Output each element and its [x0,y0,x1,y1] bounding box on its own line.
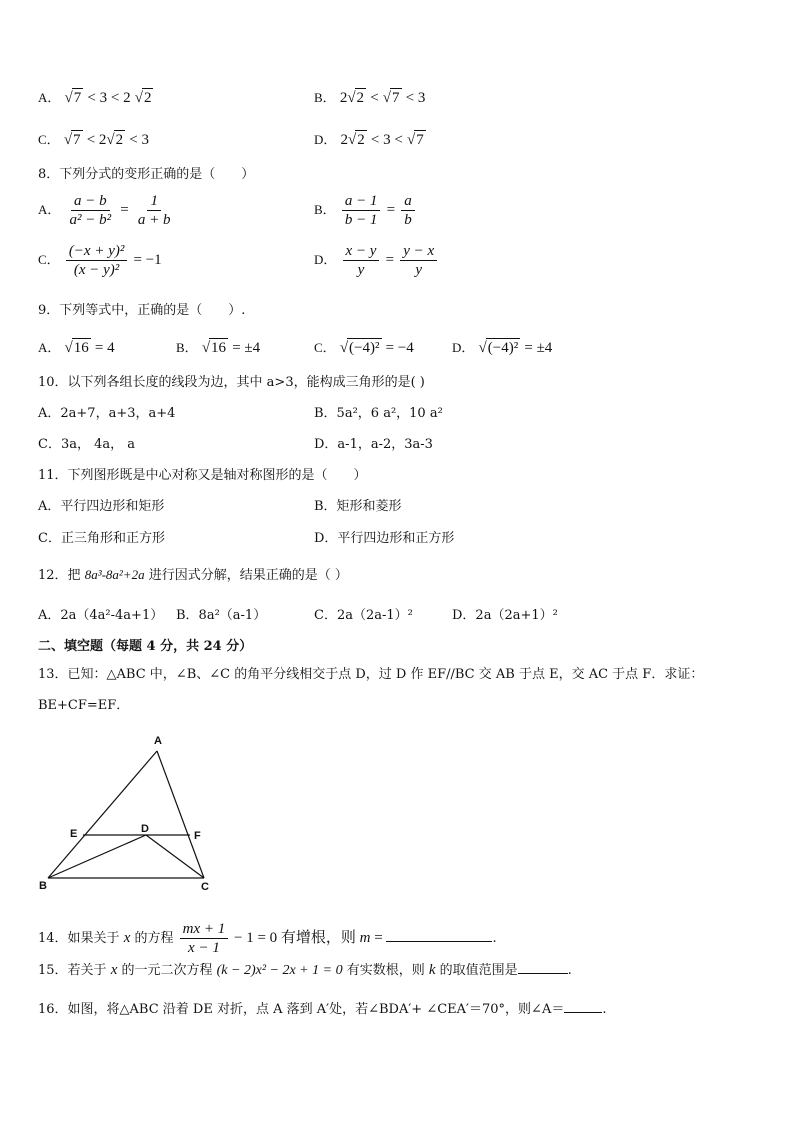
q13-line1: 13．已知：△ABC 中，∠B、∠C 的角平分线相交于点 D，过 D 作 EF//BC 交 AB 于点 E，交 AC 于点 F．求证： [38,667,704,682]
q8-option-d: D． $\frac{x - y}{y}$ = $\frac{y - x}{y}$ [314,242,439,279]
q13-line2: BE+CF=EF． [38,698,130,713]
q9-option-b: B． √16 = ±4 [176,340,261,356]
q8-stem: 8．下列分式的变形正确的是（ ） [38,167,255,182]
q7-option-c: C． √7 < 2√2 < 3 [38,132,149,148]
q8-option-c: C． $\frac{\text{(−x + y)²}}{\text{(x − y)²}}$ = −1 [38,243,162,278]
q9-option-c: C． √(−4)² = −4 [314,340,414,356]
q7-option-d: D． 2√2 < 3 < √7 [314,132,424,148]
q10-option-d: D．a-1，a-2，3a-3 [314,437,433,452]
q15-answer-blank[interactable] [518,961,568,974]
q14-answer-blank[interactable] [386,929,492,942]
q7-option-b: B． 2√2 < √7 < 3 [314,90,426,106]
q12-option-a: A．2a（4a²-4a+1） [38,608,164,623]
section-title: 二、填空题（每题 4 分，共 24 分） [38,639,253,654]
q11-stem: 11．下列图形既是中心对称又是轴对称图形的是（ ） [38,468,367,483]
label-b: B [39,880,47,892]
q8-option-b: B． $\frac{a - 1}{b - 1}$ = $\frac{a}{b}$ [314,192,417,229]
label-c: C [201,881,209,893]
q7-option-a: A． √7 < 3 < 2 √2 [38,90,152,106]
q9-option-d: D． √(−4)² = ±4 [452,340,553,356]
label-f: F [194,830,201,842]
q12-option-b: B．8a²（a-1） [176,608,267,623]
segment-ac [157,751,204,878]
q10-option-a: A．2a+7，a+3，a+4 [38,406,176,421]
q14: 14．如果关于 x 的方程 $\frac{mx + 1}{x - 1}$ − 1 = 0 有增根，则 m = . [38,921,497,956]
label-a: A [154,735,162,747]
q16-answer-blank[interactable] [564,1000,602,1013]
q9-option-a: A． √16 = 4 [38,340,115,356]
q10-option-c: C．3a， 4a， a [38,437,136,452]
q12-option-d: D．2a（2a+1）² [452,608,558,623]
q12-stem: 12．把 8a³-8a²+2a 进行因式分解，结果正确的是（ ） [38,567,348,583]
triangle-figure [30,725,230,897]
q11-option-a: A．平行四边形和矩形 [38,499,165,514]
label-d: D [141,823,149,835]
q11-option-d: D．平行四边形和正方形 [314,531,455,546]
q8-option-a: A． $\frac{a - b}{\text{a² − b²}}$ = $\frac{1}{a + b}$ [38,193,171,228]
q12-option-c: C．2a（2a-1）² [314,608,413,623]
q11-option-c: C．正三角形和正方形 [38,531,165,546]
segment-bd [48,835,146,878]
q11-option-b: B．矩形和菱形 [314,499,402,514]
q15: 15．若关于 x 的一元二次方程 (k − 2)x² − 2x + 1 = 0 有实数根，则 k 的取值范围是 . [38,962,572,978]
segment-ab [48,751,157,878]
q10-option-b: B．5a²，6 a²，10 a² [314,406,443,421]
q9-stem: 9．下列等式中，正确的是（ ）. [38,303,246,318]
q10-stem: 10．以下列各组长度的线段为边，其中 a>3，能构成三角形的是( ) [38,375,425,390]
label-e: E [70,828,78,840]
q16: 16．如图，将△ABC 沿着 DE 对折，点 A 落到 A′处，若∠BDA′+ ∠CEA′＝70°，则∠A＝ . [38,1002,607,1017]
